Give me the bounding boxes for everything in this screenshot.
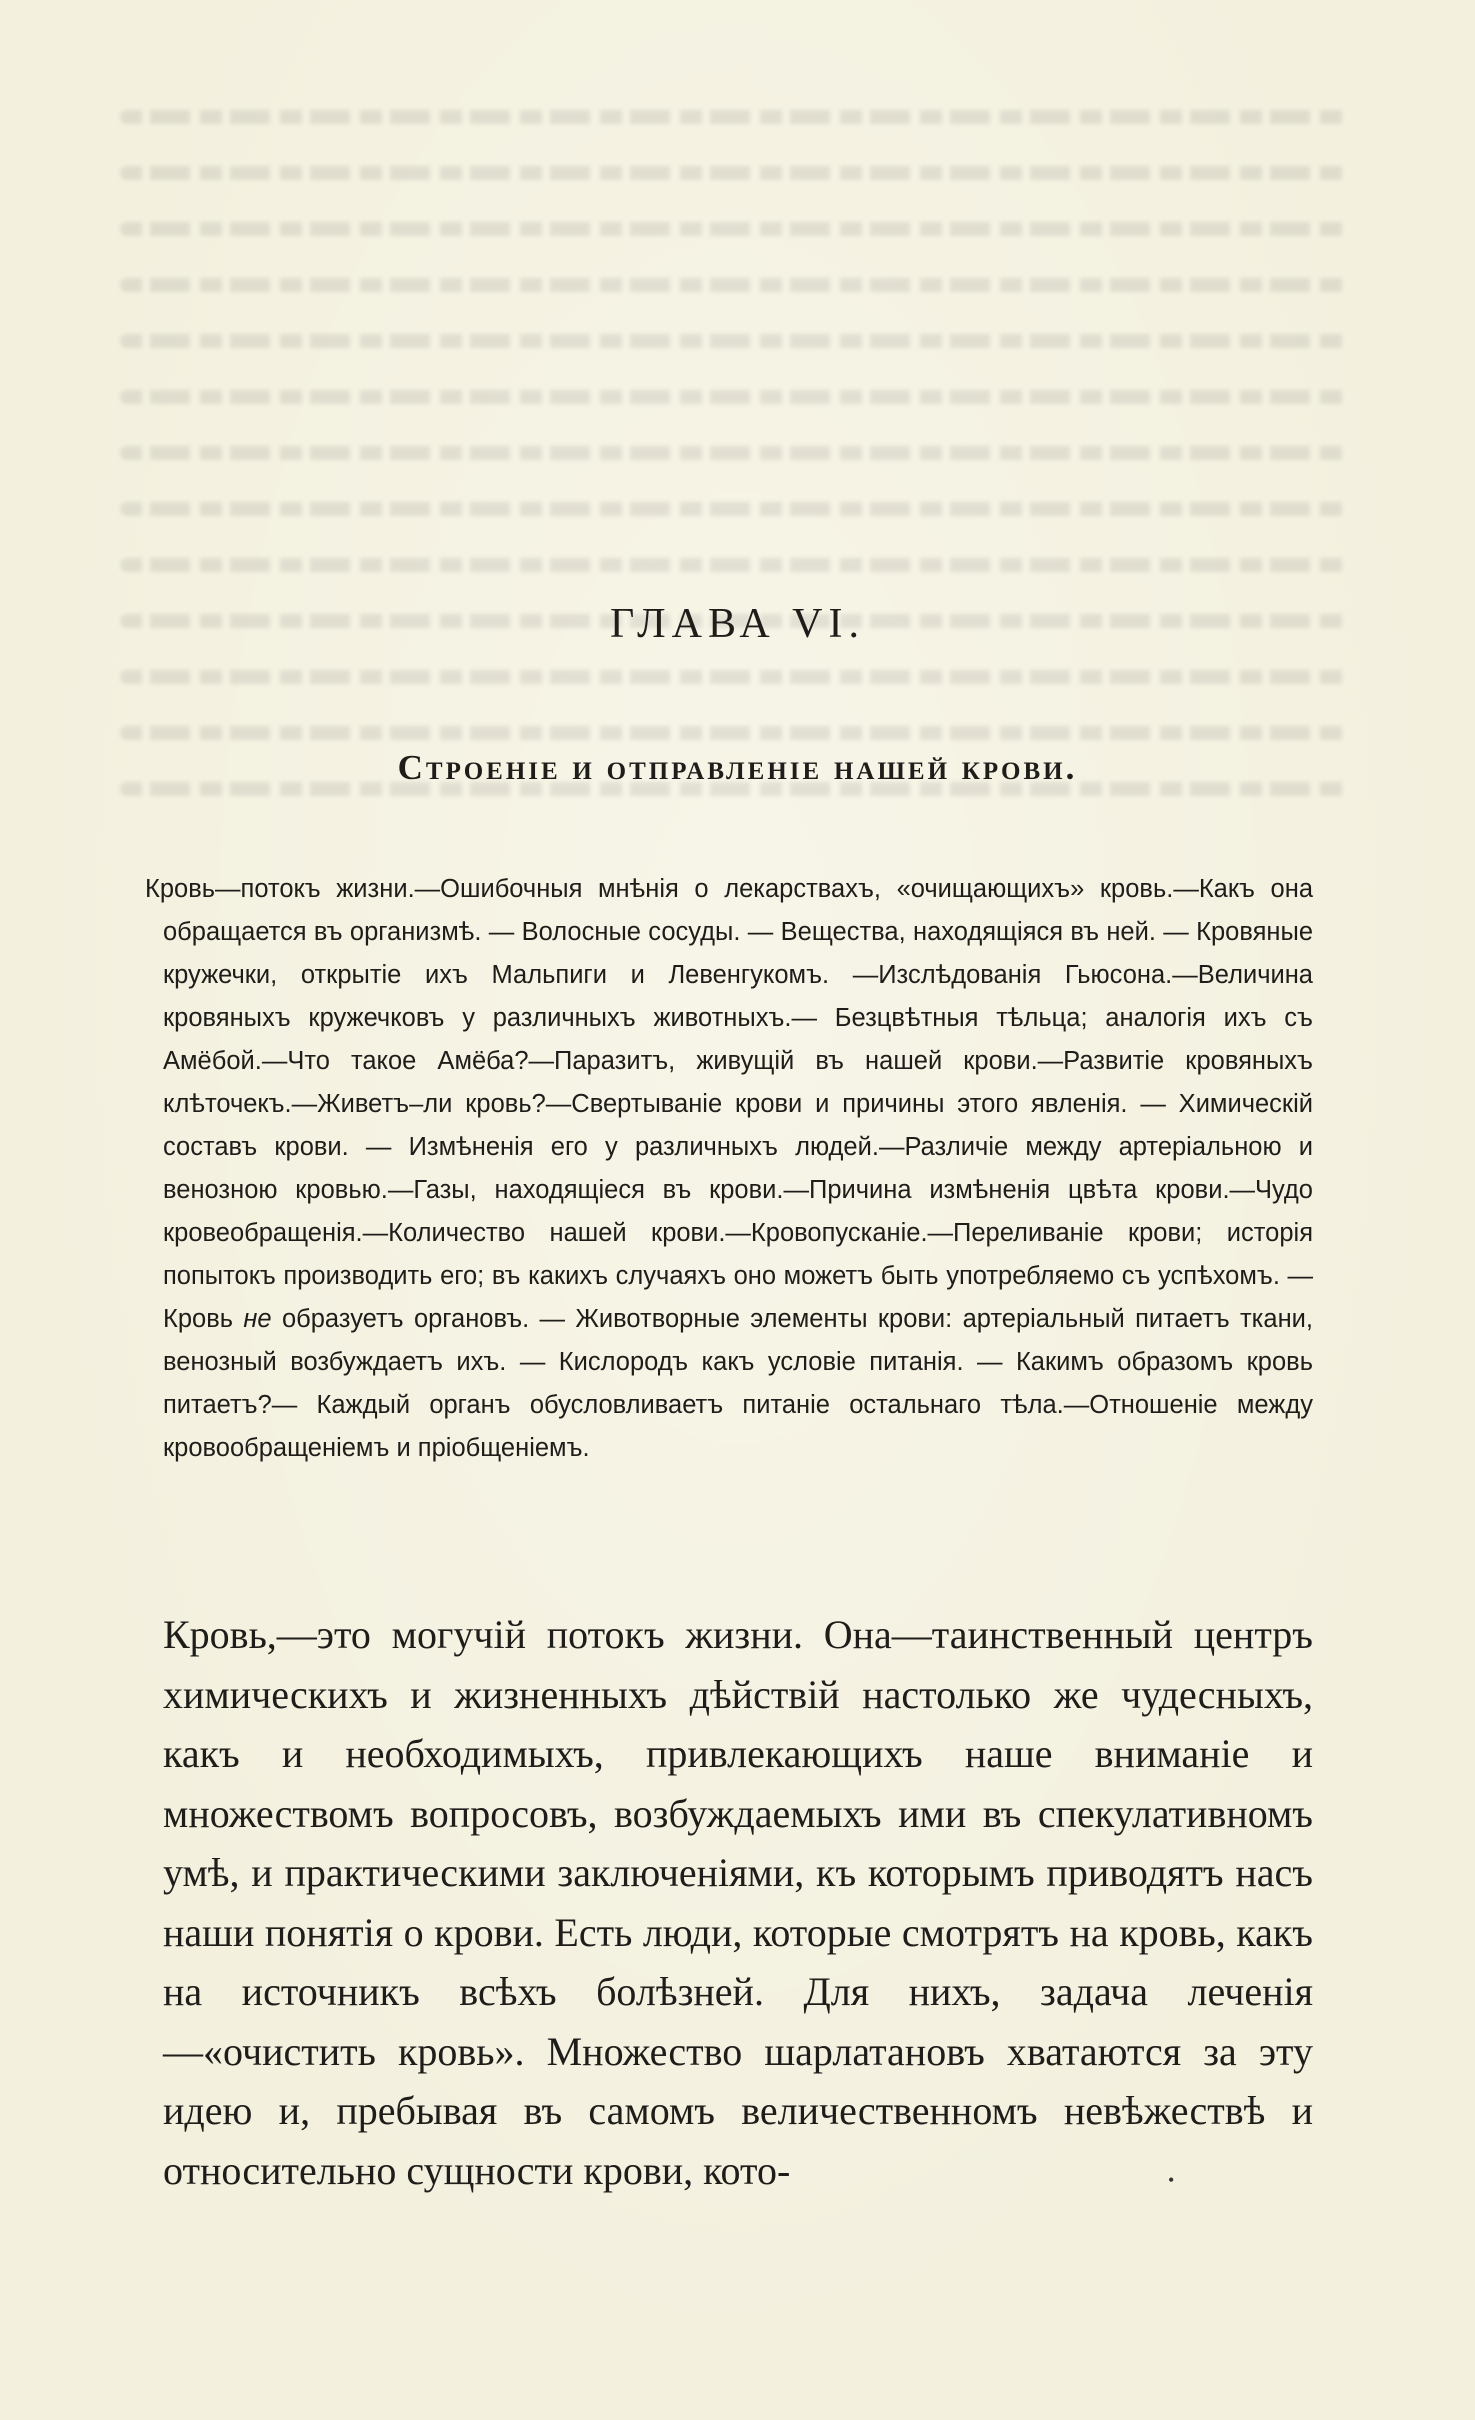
synopsis-emphasis: не: [243, 1305, 272, 1333]
body-paragraph: Кровь,—это могучій потокъ жизни. Она—таинственный центръ химическихъ и жизненныхъ дѣйствій настолько же чудесныхъ, какъ и необходимыхъ, привлекающихъ наше вниманіе и множествомъ вопросовъ, возбуждаемыхъ ими въ спекулативномъ умѣ, и практическими заключеніями, къ которымъ приводятъ насъ наши понятія о крови. Есть люди, которые смотрятъ на кровь, какъ на источникъ всѣхъ болѣзней. Для нихъ, задача леченія—«очистить кровь». Множество шарлатановъ хватаются за эту идею и, пребывая въ самомъ величественномъ невѣжествѣ и относительно сущности крови, кото-: [163, 1612, 1313, 2193]
printer-mark: •: [1168, 2170, 1175, 2190]
chapter-subtitle: Строеніе и отправленіе нашей крови.: [397, 748, 1078, 787]
chapter-synopsis: [145, 868, 1313, 1470]
synopsis-text-start: Кровь—потокъ жизни.—Ошибочныя мнѣнія о лекарствахъ, «очищающихъ» кровь.—Какъ она обращается въ организмѣ. — Волосные сосуды. — Вещества, находящіяся въ ней. — Кровяные кружечки, открытіе ихъ Мальпиги и Левенгукомъ. —Изслѣдованія Гьюсона.—Величина кровяныхъ кружечковъ у различныхъ животныхъ.— Безцвѣтныя тѣльца; аналогія ихъ съ Амёбой.—Что такое Амёба?—Паразитъ, живущій въ нашей крови.—Развитіе кровяныхъ клѣточекъ.—Живетъ–ли кровь?—Свертываніе крови и причины этого явленія. — Химическій составъ крови. — Измѣненія его у различныхъ людей.—Различіе между артеріальною и венозною кровью.—Газы, находящіеся въ крови.—Причина измѣненія цвѣта крови.—Чудо кровеобращенія.—Количество нашей крови.—Кровопусканіе.—Переливаніе крови; исторія попытокъ производить его; въ какихъ случаяхъ оно можетъ быть употребляемо съ успѣхомъ. — Кровь: [145, 875, 1313, 1333]
chapter-title: ГЛАВА VI.: [610, 601, 865, 647]
synopsis-text-end: образуетъ органовъ. — Животворные элементы крови: артеріальный питаетъ ткани, венозный возбуждаетъ ихъ. — Кислородъ какъ условіе питанія. — Какимъ образомъ кровь питаетъ?— Каждый органъ обусловливаетъ питаніе остальнаго тѣла.—Отношеніе между кровообращеніемъ и пріобщеніемъ.: [163, 1305, 1313, 1462]
